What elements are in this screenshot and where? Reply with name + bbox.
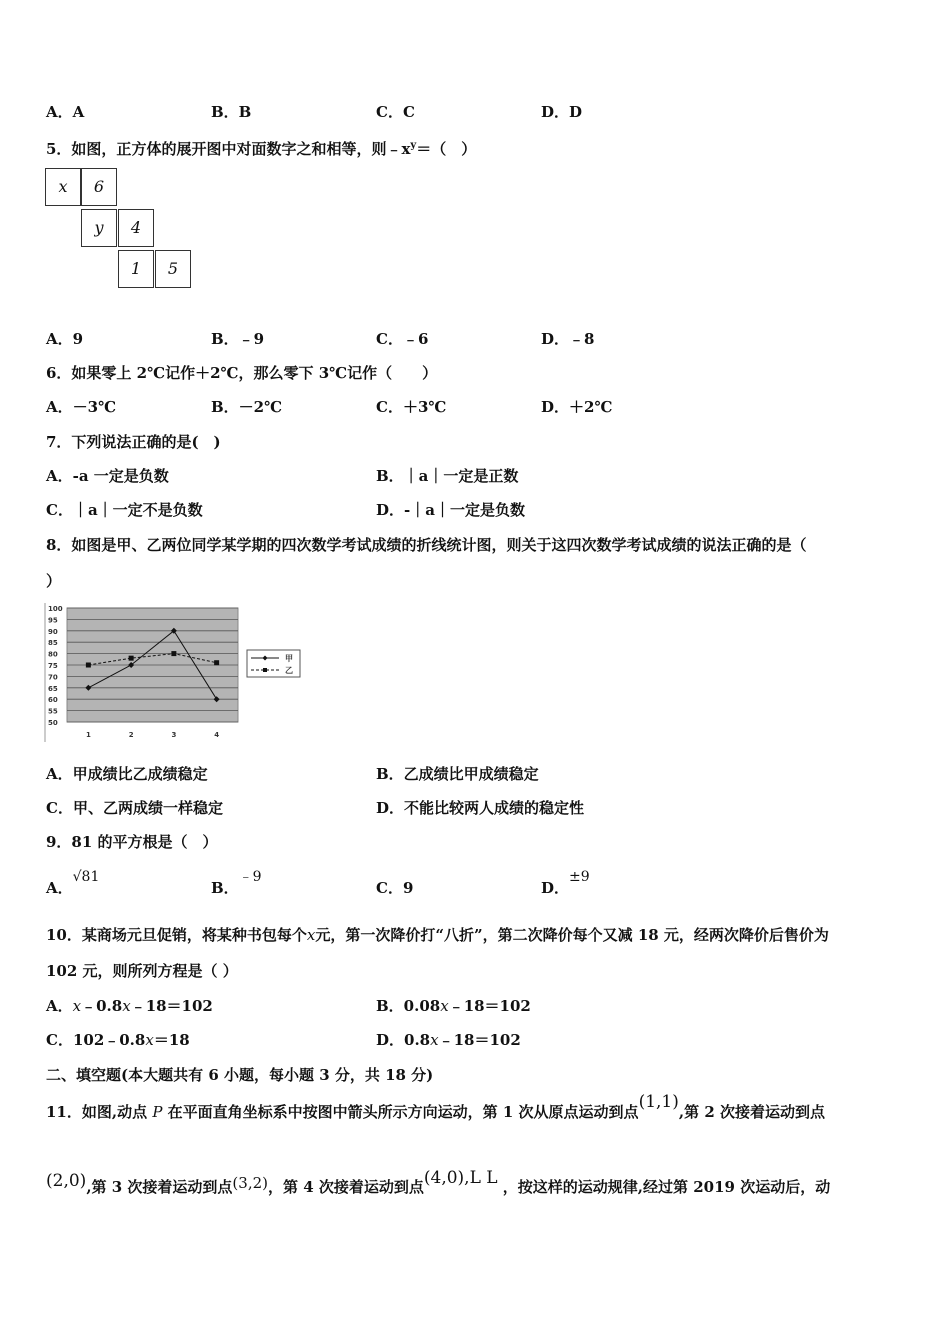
net-cell: x [45,168,81,206]
q6-option-d: D．＋2℃ [541,398,613,416]
x-tick-label: 4 [214,731,220,739]
legend-label: 乙 [285,666,293,675]
q9-option-c: C．9 [376,879,414,897]
q5-option-a: A．9 [46,330,84,348]
q8-option-b: B．乙成绩比甲成绩稳定 [376,765,539,783]
q10-option-d: D．0.8x﹣18＝102 [376,1031,521,1049]
q6-option-a: A．－3℃ [46,398,117,416]
y-tick-label: 70 [48,673,58,682]
y-tick-label: 80 [48,650,58,659]
q6-option-c: C．＋3℃ [376,398,447,416]
q10-option-b: B．0.08x﹣18＝102 [376,997,531,1015]
y-tick-label: 90 [48,627,58,636]
x-tick-label: 1 [85,731,91,739]
x-tick-label: 3 [171,731,177,739]
y-tick-label: 50 [48,719,58,727]
q5-option-c: C．﹣6 [376,330,429,348]
q5-option-d: D．﹣8 [541,330,595,348]
data-point [129,656,134,661]
q4-option-d: D．D [541,103,583,121]
section-title: 二、填空题(本大题共有 6 小题，每小题 3 分，共 18 分) [46,1066,434,1084]
data-point [171,651,176,656]
q7-option-a: A．-a 一定是负数 [46,467,169,485]
q8-option-d: D．不能比较两人成绩的稳定性 [376,799,585,817]
q10-option-c: C．102﹣0.8x＝18 [46,1031,190,1049]
data-point [86,663,91,668]
q9-option-a: A．√81 [46,869,100,897]
legend-label: 甲 [285,654,293,663]
q8-stem: 8．如图是甲、乙两位同学某学期的四次数学考试成绩的折线统计图，则关于这四次数学考试成绩的说法正确的是（ [46,536,807,554]
net-cell: 4 [118,209,154,247]
q8-option-c: C．甲、乙两成绩一样稳定 [46,799,223,817]
q10-stem-cont: 102 元，则所列方程是（ ） [46,962,238,980]
net-cell: 6 [81,168,117,206]
y-tick-label: 100 [48,605,63,613]
q4-option-a: A．A [46,103,85,121]
q5-stem: 5．如图，正方体的展开图中对面数字之和相等，则$﹣x^y=$（ ） [46,140,477,158]
q7-option-c: C．｜a｜一定不是负数 [46,501,203,519]
y-tick-label: 65 [48,684,58,693]
q8-stem-cont: ） [46,572,62,590]
q11-stem-cont: (2,0),第 3 次接着运动到点(3,2)，第 4 次接着运动到点(4,0),L L ，按这样的运动规律,经过第 2019 次运动后，动 [46,1168,831,1196]
q7-stem: 7．下列说法正确的是( ) [46,433,221,451]
q5-option-b: B．﹣9 [211,330,265,348]
q9-option-d: D．±9 [541,869,590,897]
line-chart [40,600,310,750]
x-tick-label: 2 [128,731,134,739]
y-tick-label: 85 [48,639,58,648]
q10-option-a: A．x﹣0.8x﹣18＝102 [46,997,213,1015]
y-tick-label: 95 [48,616,58,625]
y-tick-label: 55 [48,707,58,716]
q11-stem: 11．如图,动点 P 在平面直角坐标系中按图中箭头所示方向运动，第 1 次从原点运动到点(1,1),第 2 次接着运动到点 [46,1092,825,1121]
net-cell: y [81,209,117,247]
net-cell: 5 [155,250,191,288]
q7-option-d: D．-｜a｜一定是负数 [376,501,525,519]
net-cell: 1 [118,250,154,288]
legend-marker [263,668,267,672]
y-tick-label: 75 [48,662,58,670]
data-point [214,660,219,665]
y-tick-label: 60 [48,696,58,705]
q9-option-b: B．﹣9 [211,869,262,897]
q8-option-a: A．甲成绩比乙成绩稳定 [46,765,208,783]
q6-option-b: B．－2℃ [211,398,283,416]
q6-stem: 6．如果零上 2℃记作＋2℃，那么零下 3℃记作（ ） [46,364,438,382]
q4-option-b: B．B [211,103,252,121]
q9-stem: 9．81 的平方根是（ ） [46,833,218,851]
q7-option-b: B．｜a｜一定是正数 [376,467,519,485]
q4-option-c: C．C [376,103,415,121]
q10-stem: 10．某商场元旦促销，将某种书包每个x元，第一次降价打“八折”，第二次降价每个又减 18 元，经两次降价后售价为 [46,926,829,944]
